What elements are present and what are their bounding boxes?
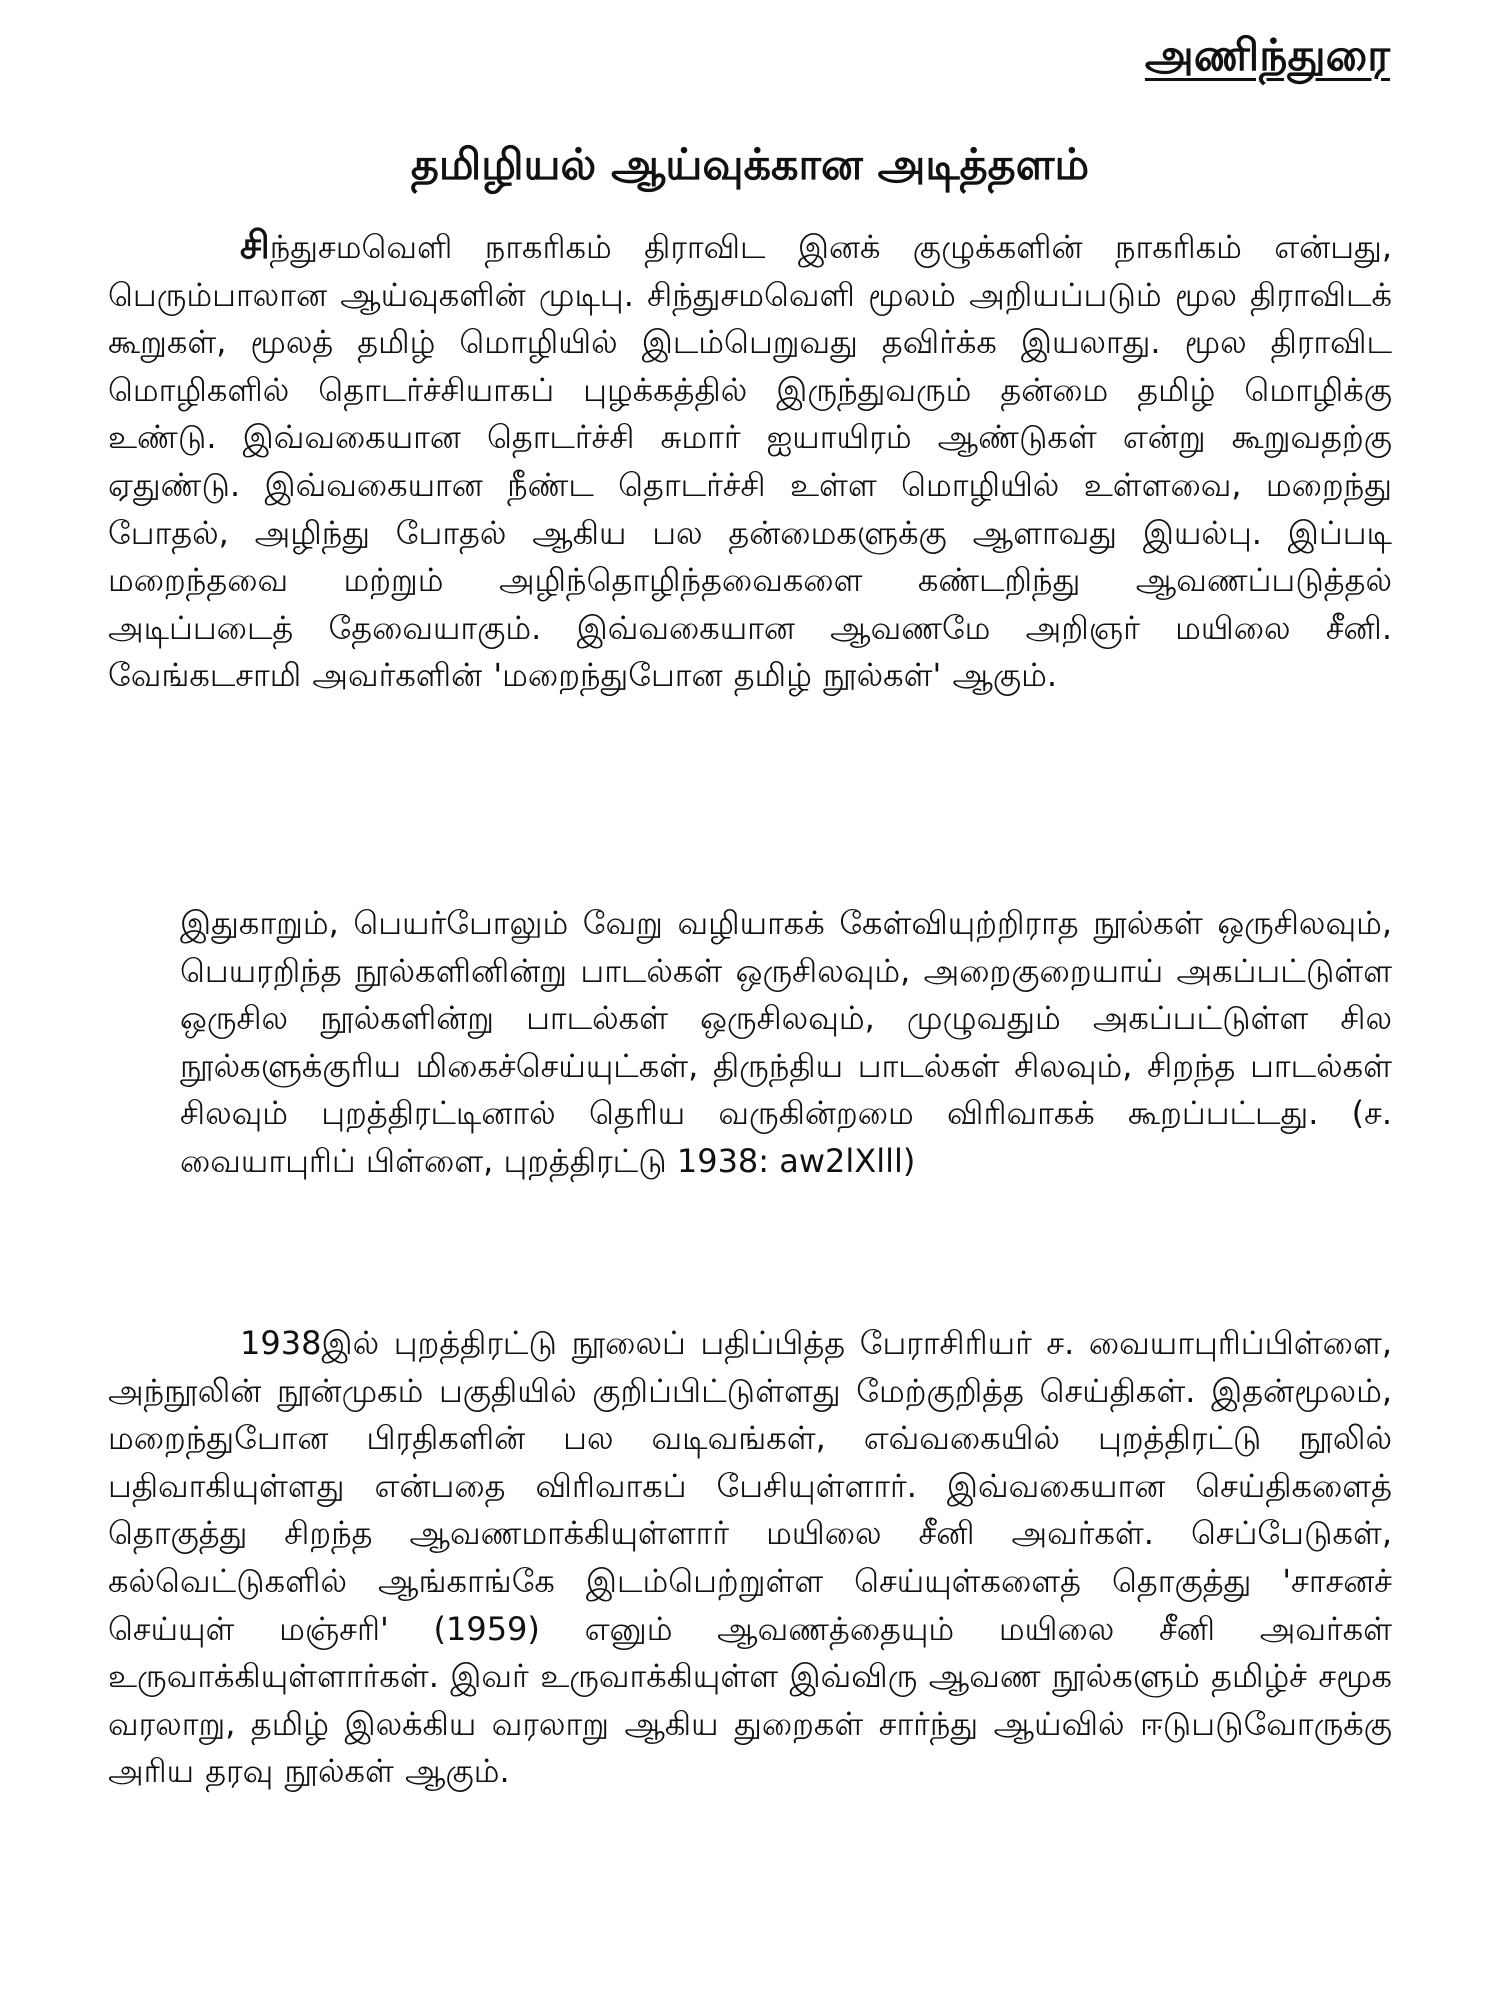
section-label: அணிந்துரை bbox=[1144, 30, 1390, 81]
paragraph-1-text: ந்துசமவெளி நாகரிகம் திராவிட இனக் குழுக்களின் நாகரிகம் என்பது, பெரும்பாலான ஆய்வுகளின் முடிபு. சிந்துசமவெளி மூலம் அறியப்படும் மூல திராவிடக் கூறுகள், மூலத் தமிழ் மொழியில் இடம்பெறுவது தவிர்க்க இயலாது. மூல திராவிட மொழிகளில் தொடர்ச்சியாகப் புழக்கத்தில் இருந்துவரும் தன்மை தமிழ் மொழிக்கு உண்டு. இவ்வகையான தொடர்ச்சி சுமார் ஐயாயிரம் ஆண்டுகள் என்று கூறுவதற்கு ஏதுண்டு. இவ்வகையான நீண்ட தொடர்ச்சி உள்ள மொழியில் உள்ளவை, மறைந்து போதல், அழிந்து போதல் ஆகிய பல தன்மைகளுக்கு ஆளாவது இயல்பு. இப்படி மறைந்தவை மற்றும் அழிந்தொழிந்தவைகளை கண்டறிந்து ஆவணப்படுத்தல் அடிப்படைத் தேவையாகும். இவ்வகையான ஆவணமே அறிஞர் மயிலை சீனி. வேங்கடசாமி அவர்களின் 'மறைந்துபோன தமிழ் நூல்கள்' ஆகும். bbox=[108, 228, 1392, 695]
paragraph-2: 1938இல் புறத்திரட்டு நூலைப் பதிப்பித்த பேராசிரியர் ச. வையாபுரிப்பிள்ளை, அந்நூலின் நூன்முகம் பகுதியில் குறிப்பிட்டுள்ளது மேற்குறித்த செய்திகள். இதன்மூலம், மறைந்துபோன பிரதிகளின் பல வடிவங்கள், எவ்வகையில் புறத்திரட்டு நூலில் பதிவாகியுள்ளது என்பதை விரிவாகப் பேசியுள்ளார். இவ்வகையான செய்திகளைத் தொகுத்து சிறந்த ஆவணமாக்கியுள்ளார் மயிலை சீனி அவர்கள். செப்பேடுகள், கல்வெட்டுகளில் ஆங்காங்கே இடம்பெற்றுள்ள செய்யுள்களைத் தொகுத்து 'சாசனச் செய்யுள் மஞ்சரி' (1959) எனும் ஆவணத்தையும் மயிலை சீனி அவர்கள் உருவாக்கியுள்ளார்கள். இவர் உருவாக்கியுள்ள இவ்விரு ஆவண நூல்களும் தமிழ்ச் சமூக வரலாறு, தமிழ் இலக்கிய வரலாறு ஆகிய துறைகள் சார்ந்து ஆய்வில் ஈடுபடுவோருக்கு அரிய தரவு நூல்கள் ஆகும். bbox=[108, 1324, 1392, 1791]
dropcap: சி bbox=[240, 223, 270, 267]
paragraph-1 bbox=[108, 222, 1392, 700]
page-title: தமிழியல் ஆய்வுக்கான அடித்தளம் bbox=[410, 140, 1090, 190]
block-quote: இதுகாறும், பெயர்போலும் வேறு வழியாகக் கேள்வியுற்றிராத நூல்கள் ஒருசிலவும், பெயரறிந்த நூல்களினின்று பாடல்கள் ஒருசிலவும், அறைகுறையாய் அகப்பட்டுள்ள ஒருசில நூல்களின்று பாடல்கள் ஒருசிலவும், முழுவதும் அகப்பட்டுள்ள சில நூல்களுக்குரிய மிகைச்செய்யுட்கள், திருந்திய பாடல்கள் சிலவும், சிறந்த பாடல்கள் சிலவும் புறத்திரட்டினால் தெரிய வருகின்றமை விரிவாகக் கூறப்பட்டது. (ச. வையாபுரிப் பிள்ளை, புறத்திரட்டு 1938: aw2lXlll) bbox=[180, 904, 1392, 1180]
